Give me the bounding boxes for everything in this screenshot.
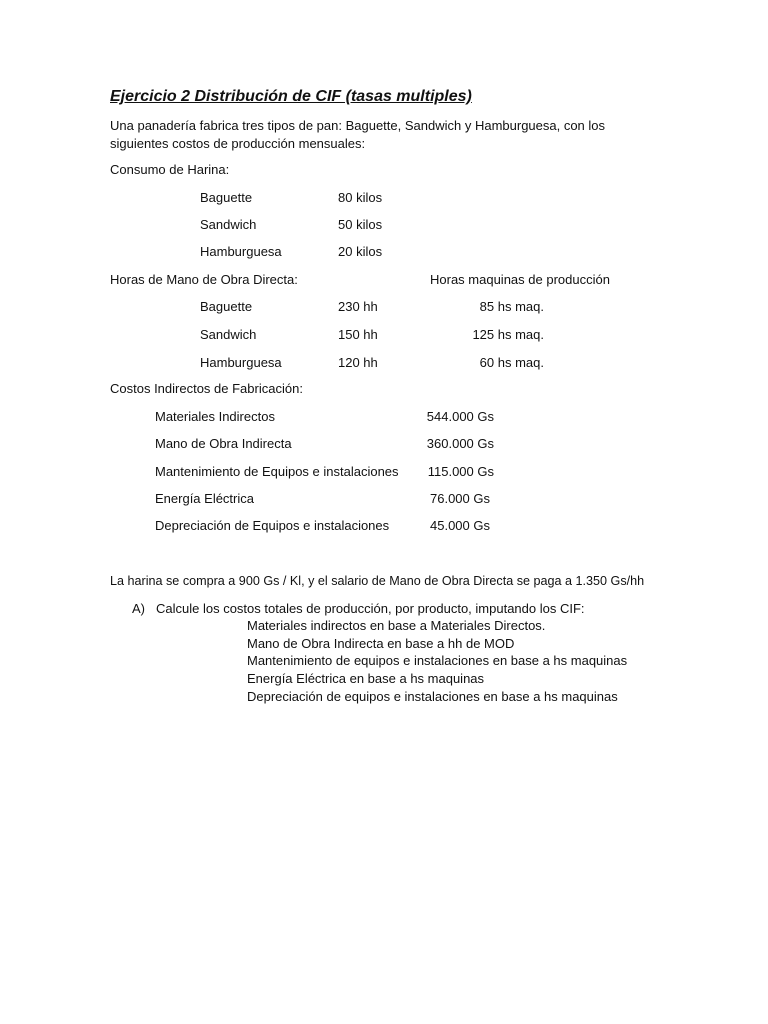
cif-value: 76.000 Gs [430,491,490,506]
horas-product: Sandwich [200,327,257,342]
question-item: Mantenimiento de equipos e instalaciones en base a hs maquinas [247,653,628,668]
horas-maq-heading: Horas maquinas de producción [430,272,610,287]
harina-heading: Consumo de Harina: [110,162,230,177]
question-item: Mano de Obra Indirecta en base a hh de MOD [247,636,515,651]
horas-product: Hamburguesa [200,355,282,370]
question-item: Energía Eléctrica en base a hs maquinas [247,671,485,686]
horas-product: Baguette [200,299,253,314]
horas-hh: 230 hh [338,299,378,314]
cif-label: Depreciación de Equipos e instalaciones [155,518,390,533]
intro-line-2: siguientes costos de producción mensuales: [110,136,366,151]
cif-heading: Costos Indirectos de Fabricación: [110,381,303,396]
horas-maq: 85 hs maq. [479,299,544,314]
question-text: Calcule los costos totales de producción, por producto, imputando los CIF: [156,601,585,616]
question-marker: A) [132,601,145,616]
harina-product: Hamburguesa [200,244,282,259]
intro-line-1: Una panadería fabrica tres tipos de pan: Baguette, Sandwich y Hamburguesa, con los [110,118,606,133]
horas-maq: 125 hs maq. [472,327,544,342]
horas-heading: Horas de Mano de Obra Directa: [110,272,298,287]
harina-value: 50 kilos [338,217,383,232]
harina-product: Baguette [200,190,253,205]
harina-value: 20 kilos [338,244,383,259]
cif-value: 115.000 Gs [427,464,494,479]
price-note: La harina se compra a 900 Gs / Kl, y el salario de Mano de Obra Directa se paga a 1.350 Gs/hh [110,574,645,588]
question-item: Materiales indirectos en base a Materiales Directos. [247,618,546,633]
cif-label: Energía Eléctrica [155,491,254,506]
harina-value: 80 kilos [338,190,383,205]
cif-label: Mano de Obra Indirecta [155,436,292,451]
cif-label: Materiales Indirectos [155,409,275,424]
cif-value: 45.000 Gs [430,518,490,533]
cif-value: 544.000 Gs [426,409,494,424]
question-item: Depreciación de equipos e instalaciones en base a hs maquinas [247,689,618,704]
cif-label: Mantenimiento de Equipos e instalaciones [155,464,399,479]
horas-maq: 60 hs maq. [479,355,544,370]
exercise-title: Ejercicio 2 Distribución de CIF (tasas multiples) [110,88,472,105]
cif-value: 360.000 Gs [426,436,494,451]
harina-product: Sandwich [200,217,257,232]
horas-hh: 120 hh [338,355,378,370]
horas-hh: 150 hh [338,327,378,342]
